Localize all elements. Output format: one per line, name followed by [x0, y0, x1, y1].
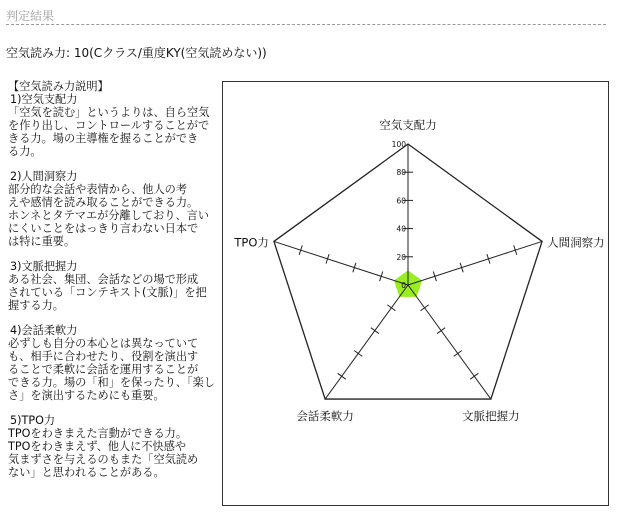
description-item-line: 部分的な会話や表情から、他人の考 [8, 183, 188, 196]
radar-tick [437, 328, 445, 334]
description-item [8, 93, 220, 158]
description-panel [8, 80, 220, 491]
axis-label: 空気支配力 [379, 118, 437, 132]
description-item-line: ることで柔軟に会話を運用することが [8, 363, 199, 376]
radar-chart [222, 81, 609, 506]
description-item-line: を作り出し、コントロールすることがで [8, 119, 210, 132]
description-item-line: TPOをわきまえた言動ができる力。 [8, 427, 188, 440]
description-item [8, 414, 220, 479]
description-item-line: にくいことをはっきり言わない日本で [8, 222, 199, 235]
description-item [8, 260, 220, 312]
scale-tick-label: 100 [391, 140, 406, 149]
description-item-line: も、相手に合わせたり、役割を演出す [8, 350, 199, 363]
radar-tick [371, 328, 379, 334]
radar-spoke [408, 241, 542, 285]
description-item-title: 1)空気支配力 [10, 93, 78, 106]
section-header: 判定結果 [6, 9, 55, 23]
scale-tick-label: 0 [401, 281, 406, 290]
header-divider [6, 24, 606, 25]
description-item-line: されている「コンテキスト(文脈)」を把 [8, 286, 207, 299]
scale-tick-label: 40 [396, 224, 406, 234]
description-item-line: できる力。場の「和」を保ったり、「楽し [8, 376, 215, 389]
description-item-line: えや感情を読み取ることができる力。 [8, 196, 199, 209]
description-item-line: きる力。場の主導権を握ることができ [8, 132, 199, 145]
description-item-line: ない」と思われることがある。 [8, 466, 165, 479]
radar-tick [454, 351, 462, 357]
description-item-line: TPOをわきまえず、他人に不快感や [8, 440, 187, 453]
description-item-line: さ」を演出するためにも重要。 [8, 389, 165, 402]
description-item-line: 必ずしも自分の本心とは異なっていて [8, 337, 199, 350]
radar-tick [354, 351, 362, 357]
axis-label: 会話柔軟力 [296, 409, 354, 424]
radar-tick [387, 305, 395, 311]
description-item-line: 「空気を読む」というよりは、自ら空気 [8, 106, 210, 119]
description-title: 【空気読み力説明】 [8, 80, 109, 93]
radar-tick [421, 305, 429, 311]
description-item [8, 324, 220, 402]
description-item-line: ある社会、集団、会話などの場で形成 [8, 273, 199, 286]
scale-tick-label: 20 [396, 252, 406, 262]
radar-spoke [408, 285, 491, 399]
axis-label: 文脈把握力 [462, 409, 520, 424]
description-item-title: 2)人間洞察力 [10, 170, 78, 183]
axis-label: TPO力 [234, 235, 269, 250]
result-score: 空気読み力: 10(Cクラス/重度KY(空気読めない)) [6, 46, 267, 60]
description-item-title: 3)文脈把握力 [10, 260, 78, 273]
radar-spoke [274, 241, 408, 285]
axis-label: 人間洞察力 [547, 235, 605, 250]
description-item-line: 気まずさを与えるのもまた「空気読め [8, 453, 199, 466]
radar-tick [338, 373, 346, 379]
description-item-line: は特に重要。 [8, 235, 76, 248]
radar-chart-svg [223, 82, 610, 507]
description-item-line: ホンネとタテマエが分離しており、言い [8, 209, 210, 222]
radar-spoke [325, 285, 408, 399]
description-item-title: 4)会話柔軟力 [10, 324, 78, 337]
description-item-line: 握する力。 [8, 299, 64, 312]
scale-tick-label: 80 [396, 168, 406, 178]
description-item-line: る力。 [8, 145, 42, 158]
description-item-title: 5)TPO力 [10, 414, 56, 427]
description-item [8, 170, 220, 248]
scale-tick-label: 60 [396, 196, 406, 206]
radar-tick [470, 373, 478, 379]
description-list [8, 93, 220, 479]
